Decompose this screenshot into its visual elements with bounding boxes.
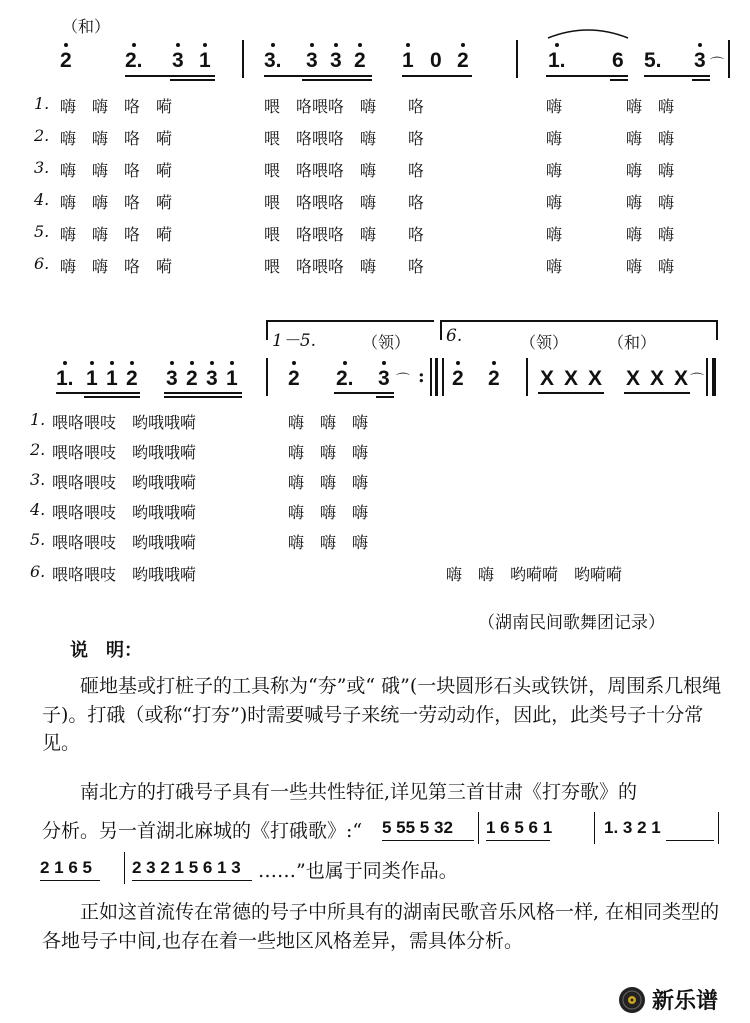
source-credit: （湖南民间歌舞团记录） (478, 613, 665, 633)
note: 2. (336, 368, 354, 389)
note: 2. (125, 50, 143, 71)
lyric-line: 喂咯喂吱 哟哦哦嗬 (52, 443, 197, 462)
lyric-line: 喂咯喂吱 哟哦哦嗬 (52, 413, 197, 432)
explanation-paragraph-2-tail: ……”也属于同类作品。 (258, 860, 458, 882)
barline (526, 358, 528, 396)
inline-notation: 2 1 6 5 (40, 858, 92, 877)
note: 3 (166, 368, 178, 389)
verse-number: 5. (30, 530, 46, 549)
lyric-line: 嗨 嗨 嗨 (288, 533, 369, 552)
note: X (588, 367, 603, 390)
note: 3 (206, 368, 218, 389)
note: X (650, 367, 665, 390)
lyric-line: 嗨 嗨 嗨 (546, 225, 675, 244)
explanation-paragraph-3: 正如这首流传在常德的号子中所具有的湖南民歌音乐风格一样, 在相同类型的各地号子中间,也存在着一些地区风格差异，需具体分析。 (42, 901, 720, 952)
note: 1 (402, 50, 414, 71)
lyric-line: 嗨 嗨 嗨 (288, 473, 369, 492)
note: 3 (694, 50, 706, 71)
lyric-line: 喂 咯喂咯 嗨 咯 (264, 97, 425, 116)
note: 3 (172, 50, 184, 71)
final-barline (712, 358, 716, 396)
ling-label: （领） (362, 333, 411, 352)
lyric-line: 嗨 嗨 嗨 (546, 257, 675, 276)
verse-number: 4. (34, 190, 50, 209)
record-icon (618, 986, 646, 1014)
explanation-title: 说 明： (70, 640, 142, 661)
he-label: （和） (608, 333, 657, 352)
breath-mark: ⌒ (396, 373, 410, 389)
lyric-line: 喂 咯喂咯 嗨 咯 (264, 225, 425, 244)
verse-number: 1. (34, 94, 50, 113)
verse-number: 5. (34, 222, 50, 241)
barline (242, 40, 244, 78)
ending-2-label: 6. (446, 326, 463, 346)
note: 2 (288, 368, 300, 389)
lyric-line: 嗨 嗨 嗨 (546, 97, 675, 116)
lyric-line: 喂咯喂吱 哟哦哦嗬 (52, 533, 197, 552)
lyric-line: 喂 咯喂咯 嗨 咯 (264, 193, 425, 212)
inline-notation: 1 6 5 6 1 (486, 818, 553, 837)
note: 2 (452, 368, 464, 389)
site-logo: 新乐谱 (618, 984, 718, 1015)
note: 2 (457, 50, 469, 71)
note: 3 (306, 50, 318, 71)
inline-notation: 2 3 2 1 5 6 1 3 (132, 858, 241, 877)
lyric-line: 嗨 嗨 咯 嗬 (60, 161, 173, 180)
note: 3. (264, 50, 282, 71)
lyric-line: 嗨 嗨 嗨 (546, 161, 675, 180)
he-label-top: （和） (62, 17, 111, 36)
note: 5. (644, 49, 662, 72)
repeat-barline (435, 358, 438, 396)
final-barline (706, 358, 708, 396)
note: 2 (354, 50, 366, 71)
explanation-paragraph-2: 南北方的打硪号子具有一些共性特征,详见第三首甘肃《打夯歌》的 (80, 781, 638, 803)
ling-label: （领） (520, 333, 569, 352)
lyric-line: 嗨 嗨 嗨 (288, 443, 369, 462)
lyric-line: 喂咯喂吱 哟哦哦嗬 (52, 503, 197, 522)
breath-mark: ⌒ (690, 373, 704, 389)
verse-number: 6. (34, 254, 50, 273)
verse-number: 3. (34, 158, 50, 177)
lyric-line: 嗨 嗨 嗨 (546, 129, 675, 148)
note: 2 (126, 368, 138, 389)
verse-number: 3. (30, 470, 46, 489)
explanation-paragraph-1: 砸地基或打桩子的工具称为“夯”或“ 硪”(一块圆形石头或铁饼，周围系几根绳子)。打硪（或称“打夯”)时需要喊号子来统一劳动动作，因此，此类号子十分常见。 (42, 675, 722, 754)
note: 3 (378, 368, 390, 389)
lyric-line: 嗨 嗨 嗨 (546, 193, 675, 212)
barline (266, 358, 268, 396)
lyric-line: 喂咯喂吱 哟哦哦嗬 (52, 565, 197, 584)
note: 1. (56, 368, 74, 389)
note: X (626, 367, 641, 390)
note: 1 (106, 368, 118, 389)
verse-number: 1. (30, 410, 46, 429)
note: 2 (60, 50, 72, 71)
barline (728, 40, 730, 78)
verse-number: 4. (30, 500, 46, 519)
lyric-line: 嗨 嗨 嗨 (288, 413, 369, 432)
lyric-line: 嗨 嗨 咯 嗬 (60, 225, 173, 244)
lyric-line: 喂 咯喂咯 嗨 咯 (264, 129, 425, 148)
verse-number: 6. (30, 562, 46, 581)
verse-number: 2. (34, 126, 50, 145)
note: 1. (548, 50, 566, 71)
repeat-barline (430, 358, 432, 396)
breath-mark: ⌒ (710, 57, 724, 73)
lyric-line: 嗨 嗨 哟嗬嗬 哟嗬嗬 (446, 565, 623, 584)
lyric-line: 嗨 嗨 咯 嗬 (60, 97, 173, 116)
note: 3 (330, 50, 342, 71)
note: 6 (612, 49, 624, 72)
note: X (564, 367, 579, 390)
note: 2 (186, 368, 198, 389)
lyric-line: 嗨 嗨 咯 嗬 (60, 257, 173, 276)
inline-notation: 1. 3 2 1 (604, 818, 661, 837)
lyric-line: 嗨 嗨 咯 嗬 (60, 129, 173, 148)
inline-notation: 5 55 5 32 (382, 818, 453, 837)
lyric-line: 喂咯喂吱 哟哦哦嗬 (52, 473, 197, 492)
verse-number: 2. (30, 440, 46, 459)
barline (516, 40, 518, 78)
note: 1 (86, 368, 98, 389)
lyric-line: 喂 咯喂咯 嗨 咯 (264, 161, 425, 180)
tie-arc (546, 26, 630, 40)
note: 2 (488, 368, 500, 389)
note: 0 (430, 49, 442, 72)
note: X (674, 367, 689, 390)
note: X (540, 367, 555, 390)
note: 1 (199, 50, 211, 71)
lyric-line: 嗨 嗨 嗨 (288, 503, 369, 522)
lyric-line: 嗨 嗨 咯 嗬 (60, 193, 173, 212)
ending-1-label: 1－5. (272, 331, 317, 351)
explanation-paragraph-2-line2: 分析。另一首湖北麻城的《打硪歌》:“ (42, 820, 363, 842)
note: 1 (226, 368, 238, 389)
lyric-line: 喂 咯喂咯 嗨 咯 (264, 257, 425, 276)
